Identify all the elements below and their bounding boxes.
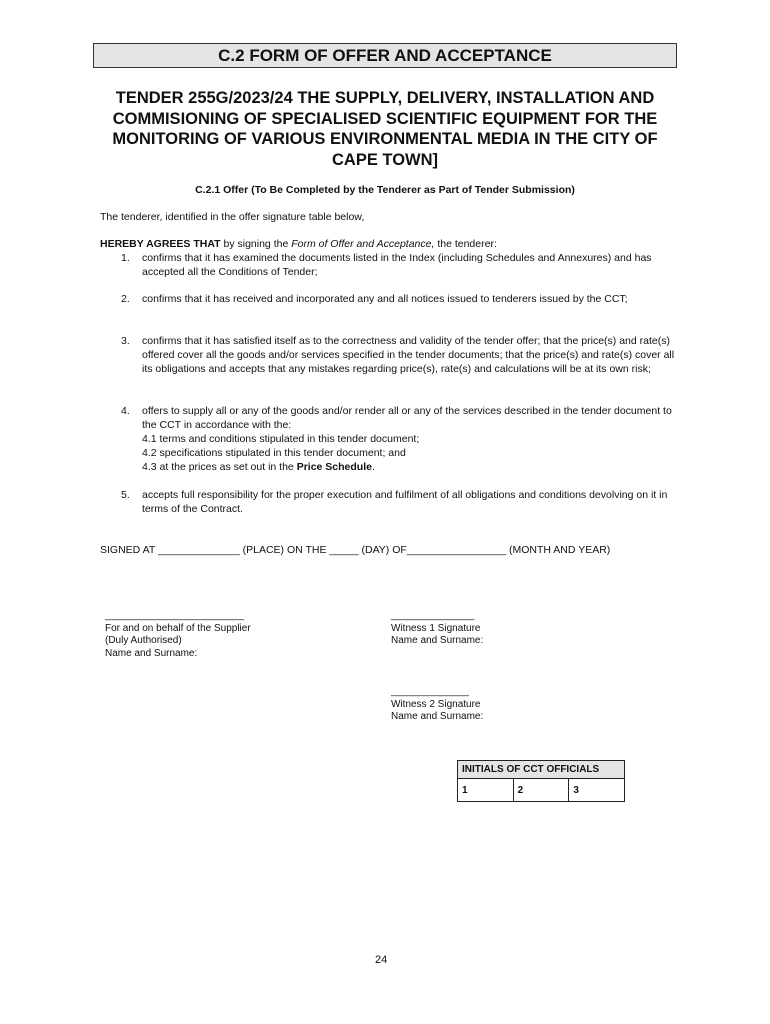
agreement-post: the tenderer: [434, 238, 497, 250]
sub-item-4-2: 4.2 specifications stipulated in this tender document; and [142, 447, 406, 459]
duly-authorised-label: (Duly Authorised) [105, 635, 182, 646]
list-item [121, 292, 681, 306]
witness2-signature-line: ______________ [391, 686, 469, 697]
witness2-name-label: Name and Surname: [391, 711, 484, 722]
offer-subheading: C.2.1 Offer (To Be Completed by the Tenderer as Part of Tender Submission) [195, 184, 575, 196]
witness1-label: Witness 1 Signature [391, 622, 481, 634]
witness1-signature-block [391, 610, 483, 648]
initials-header: INITIALS OF CCT OFFICIALS [458, 761, 625, 779]
list-item-number: 3. [121, 335, 130, 347]
initials-table [457, 760, 625, 802]
supplier-name-label: Name and Surname: [105, 647, 198, 659]
witness2-label: Witness 2 Signature [391, 698, 481, 710]
witness1-name-label: Name and Surname: [391, 635, 484, 646]
page-number: 24 [375, 954, 388, 966]
agreement-italic: Form of Offer and Acceptance, [291, 238, 435, 250]
supplier-label: For and on behalf of the Supplier [105, 622, 251, 634]
initials-cell: 3 [569, 779, 625, 802]
initials-cell: 2 [513, 779, 569, 802]
list-item-text: confirms that it has satisfied itself as to the correctness and validity of the tender offer; that the price(s) and rate(s) offered cover all the goods and/or services specified in the tender documents; that the price(s) and rate(s) cover all its obligations and accepts that any mistakes regarding price(s), rate(s) and calculations will be at its own risk; [142, 335, 675, 375]
agreement-bold: HEREBY AGREES THAT [100, 238, 221, 250]
supplier-signature-line: _________________________ [105, 610, 245, 621]
list-item-number: 2. [121, 293, 130, 305]
supplier-signature-block [105, 610, 251, 660]
list-item-text: confirms that it has received and incorporated any and all notices issued to tenderers issued by the CCT; [142, 293, 628, 305]
sub-item-4-3: 4.3 at the prices as set out in the Price Schedule. [142, 461, 375, 473]
list-item [121, 334, 681, 376]
intro-text: The tenderer, identified in the offer signature table below, [100, 211, 365, 223]
list-item-number: 4. [121, 405, 130, 417]
initials-cell: 1 [458, 779, 514, 802]
list-item [121, 404, 681, 474]
list-item-text: offers to supply all or any of the goods and/or render all or any of the services described in the tender document to the CCT in accordance with the: [142, 405, 672, 431]
list-item-number: 1. [121, 252, 130, 264]
list-item-text: confirms that it has examined the documents listed in the Index (including Schedules and Annexures) and has accepted all the Conditions of Tender; [142, 252, 652, 278]
tender-title: TENDER 255G/2023/24 THE SUPPLY, DELIVERY, INSTALLATION AND COMMISIONING OF SPECIALISED SCIENTIFIC EQUIPMENT FOR THE MONITORING OF VARIOUS ENVIRONMENTAL MEDIA IN THE CITY OF CAPE TOWN] [112, 89, 658, 169]
list-item-text: accepts full responsibility for the proper execution and fulfilment of all obligations and conditions devolving on it in terms of the Contract. [142, 489, 668, 515]
list-item [121, 488, 681, 516]
list-item-number: 5. [121, 489, 130, 501]
form-heading: C.2 FORM OF OFFER AND ACCEPTANCE [93, 43, 677, 68]
witness1-signature-line: _______________ [391, 610, 475, 621]
signed-at-line: SIGNED AT ______________ (PLACE) ON THE _____ (DAY) OF_________________ (MONTH AND YEAR) [100, 544, 611, 556]
agreement-pre: by signing the [220, 238, 292, 250]
witness2-signature-block [391, 686, 483, 724]
sub-item-4-1: 4.1 terms and conditions stipulated in this tender document; [142, 433, 420, 445]
agreement-statement [100, 237, 497, 251]
list-item [121, 251, 681, 279]
